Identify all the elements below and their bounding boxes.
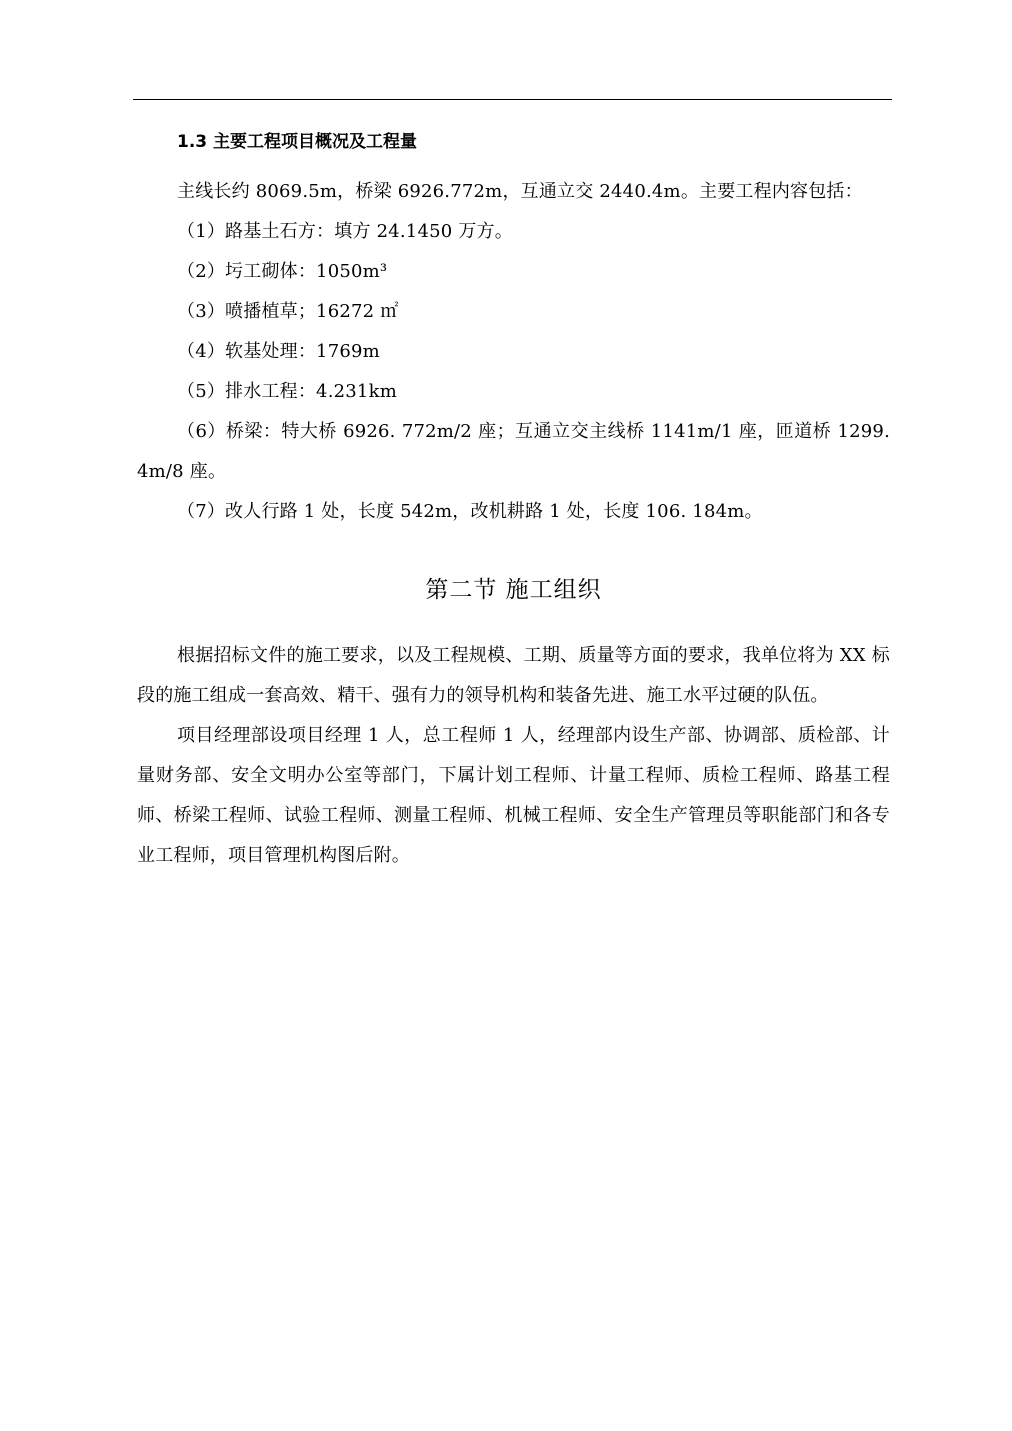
page-content <box>137 122 890 876</box>
section-title: 第二节 施工组织 <box>425 577 602 603</box>
list-item: （1）路基土石方：填方 24.1450 万方。 <box>177 221 513 242</box>
header-rule <box>133 99 892 100</box>
body-paragraph: 根据招标文件的施工要求，以及工程规模、工期、质量等方面的要求，我单位将为 XX 标段的施工组成一套高效、精干、强有力的领导机构和装备先进、施工水平过硬的队伍。 <box>137 645 890 706</box>
list-item: （7）改人行路 1 处，长度 542m，改机耕路 1 处，长度 106. 184m。 <box>177 501 763 522</box>
list-item: （5）排水工程：4.231km <box>177 381 397 402</box>
list-item: （4）软基处理：1769m <box>177 341 380 362</box>
body-paragraph: 项目经理部设项目经理 1 人，总工程师 1 人，经理部内设生产部、协调部、质检部、计量财务部、安全文明办公室等部门，下属计划工程师、计量工程师、质检工程师、路基工程师、桥梁工程师、试验工程师、测量工程师、机械工程师、安全生产管理员等职能部门和各专业工程师，项目管理机构图后附。 <box>137 725 890 866</box>
subsection-heading: 1.3 主要工程项目概况及工程量 <box>177 132 418 152</box>
list-item: （2）圬工砌体：1050m³ <box>177 261 388 282</box>
list-item: （3）喷播植草；16272 ㎡ <box>177 301 399 322</box>
list-item: （6）桥梁：特大桥 6926. 772m/2 座；互通立交主线桥 1141m/1 座，匝道桥 1299. 4m/8 座。 <box>137 421 890 482</box>
overview-paragraph: 主线长约 8069.5m，桥梁 6926.772m，互通立交 2440.4m。主要工程内容包括： <box>177 181 863 202</box>
